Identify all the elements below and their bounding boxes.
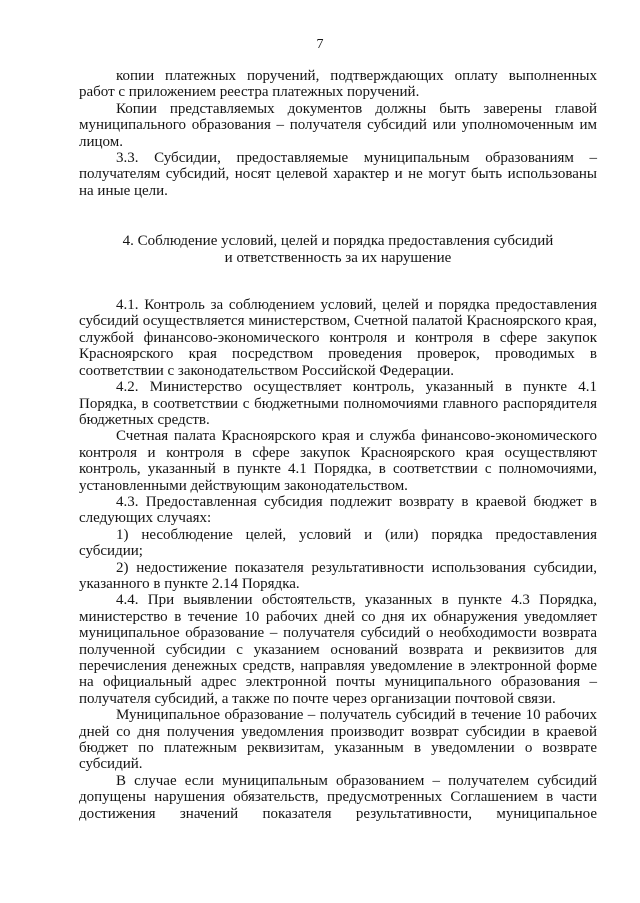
paragraph-audit-chamber: Счетная палата Красноярского края и служба финансово-экономического контроля и контроля в сфере закупок Красноярского края осуществляют контроль, указанный в пункте 4.1 Порядка, в соответствии с полномочиями, установленными действующим законодательством. [79, 428, 597, 494]
paragraph-continuation: копии платежных поручений, подтверждающих оплату выполненных работ с приложением реестра платежных поручений. [79, 68, 597, 101]
section-4-title-line1: 4. Соблюдение условий, целей и порядка предоставления субсидий [122, 233, 554, 250]
list-item-2: 2) недостижение показателя результативности использования субсидии, указанного в пункте 2.14 Порядка. [79, 559, 597, 592]
paragraph-violation-case: В случае если муниципальным образованием – получателем субсидий допущены нарушения обязательств, предусмотренных Соглашением в части достижения значений показателя результативности, муниципальное [79, 772, 597, 822]
section-4-title-line2: и ответственность за их нарушение [224, 249, 452, 266]
heading-spacer [79, 266, 597, 297]
paragraph-municipal-return: Муниципальное образование – получатель субсидий в течение 10 рабочих дней со дня получения уведомления производит возврат субсидии в краевой бюджет по платежным реквизитам, указанным в уведомлении о возврате субсидий. [79, 707, 597, 773]
document-body [79, 68, 597, 822]
paragraph-4-1: 4.1. Контроль за соблюдением условий, целей и порядка предоставления субсидий осуществляется министерством, Счетной палатой Красноярского края, службой финансово-экономического контроля и контроля в сфере закупок Красноярского края посредством проведения проверок, проводимых в соответствии с законодательством Российской Федерации. [79, 297, 597, 379]
paragraph-4-2: 4.2. Министерство осуществляет контроль, указанный в пункте 4.1 Порядка, в соответствии с бюджетными полномочиями главного распорядителя бюджетных средств. [79, 379, 597, 428]
section-4-heading [79, 233, 597, 266]
paragraph-3-3: 3.3. Субсидии, предоставляемые муниципальным образованиям – получателям субсидий, носят целевой характер и не могут быть использованы на иные цели. [79, 150, 597, 199]
page-number: 7 [316, 37, 324, 52]
paragraph-4-4: 4.4. При выявлении обстоятельств, указанных в пункте 4.3 Порядка, министерство в течение 10 рабочих дней со дня их обнаружения уведомляет муниципальное образование – получателя субсидий о необходимости возврата полученной субсидии с указанием оснований возврата и реквизитов для перечисления денежных средств, направляя уведомление в электронной форме на официальный адрес электронной почты муниципального образования – получателя субсидий, а также по почте через организации почтовой связи. [79, 592, 597, 707]
list-item-1: 1) несоблюдение целей, условий и (или) порядка предоставления субсидии; [79, 526, 597, 560]
paragraph-4-3: 4.3. Предоставленная субсидия подлежит возврату в краевой бюджет в следующих случаях: [79, 493, 597, 527]
paragraph-copies-certification: Копии представляемых документов должны быть заверены главой муниципального образования – получателя субсидий или уполномоченным им лицом. [79, 100, 597, 150]
